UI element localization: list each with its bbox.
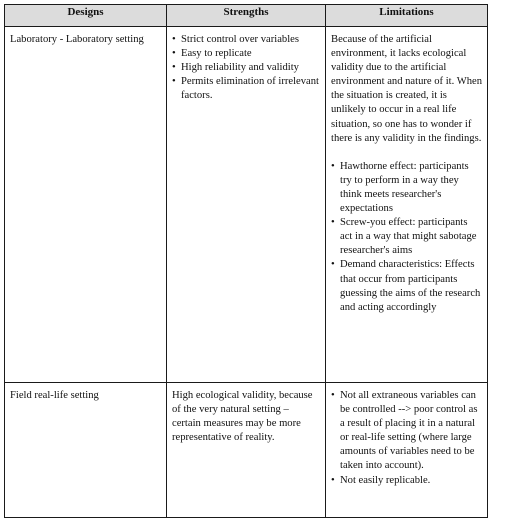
design-name: Field real-life setting [10,390,99,401]
bullet-icon: • [172,48,176,60]
limitations-list [331,389,482,488]
strengths-list [172,33,320,103]
bullet-icon: • [331,390,335,401]
limitations-list [331,160,482,315]
bullet-icon: • [331,160,335,172]
table-row [5,383,488,518]
designs-table [4,4,488,518]
table-row [5,27,488,383]
list-item: • Strict control over variables [172,33,320,47]
list-item: • Hawthorne effect: participants try to perform in a way they think meets researcher's expectations [331,160,469,215]
strengths-paragraph: High ecological validity, because of the very natural setting – certain measures may be more representative of reality. [172,390,313,444]
strengths-cell [167,27,326,383]
bullet-icon: • [331,474,335,486]
limitations-cell [326,383,488,518]
list-item: • Not all extraneous variables can be controlled --> poor control as a result of placing it in a natural or real-life setting (where large amounts of variables need to be taken into account). [331,390,478,472]
bullet-icon: • [172,62,176,74]
list-item: • Demand characteristics: Effects that occur from participants guessing the aims of the research and acting accordingly [331,259,481,313]
limitations-paragraph: Because of the artificial environment, it lacks ecological validity due to the artificial environment and nature of it. When the situation is created, it is unlikely to occur in a real life situation, so one has to wonder if there is any validity in the findings. [331,34,483,144]
header-strengths: Strengths [167,5,326,27]
list-item: • Screw-you effect: participants act in a way that might sabotage researcher's aims [331,217,477,257]
design-cell [5,383,167,518]
list-item: • Easy to replicate [172,47,320,61]
bullet-icon: • [331,217,335,229]
list-item: • Permits elimination of irrelevant factors. [172,76,319,102]
bullet-icon: • [331,259,335,271]
strengths-cell [167,383,326,518]
header-limitations: Limitations [326,5,488,27]
header-designs: Designs [5,5,167,27]
design-cell [5,27,167,383]
design-name: Laboratory - Laboratory setting [10,34,144,45]
limitations-cell [326,27,488,383]
bullet-icon: • [172,76,176,88]
bullet-icon: • [172,34,176,45]
header-row [5,5,488,27]
list-item: • Not easily replicable. [331,474,482,488]
list-item: • High reliability and validity [172,61,320,75]
